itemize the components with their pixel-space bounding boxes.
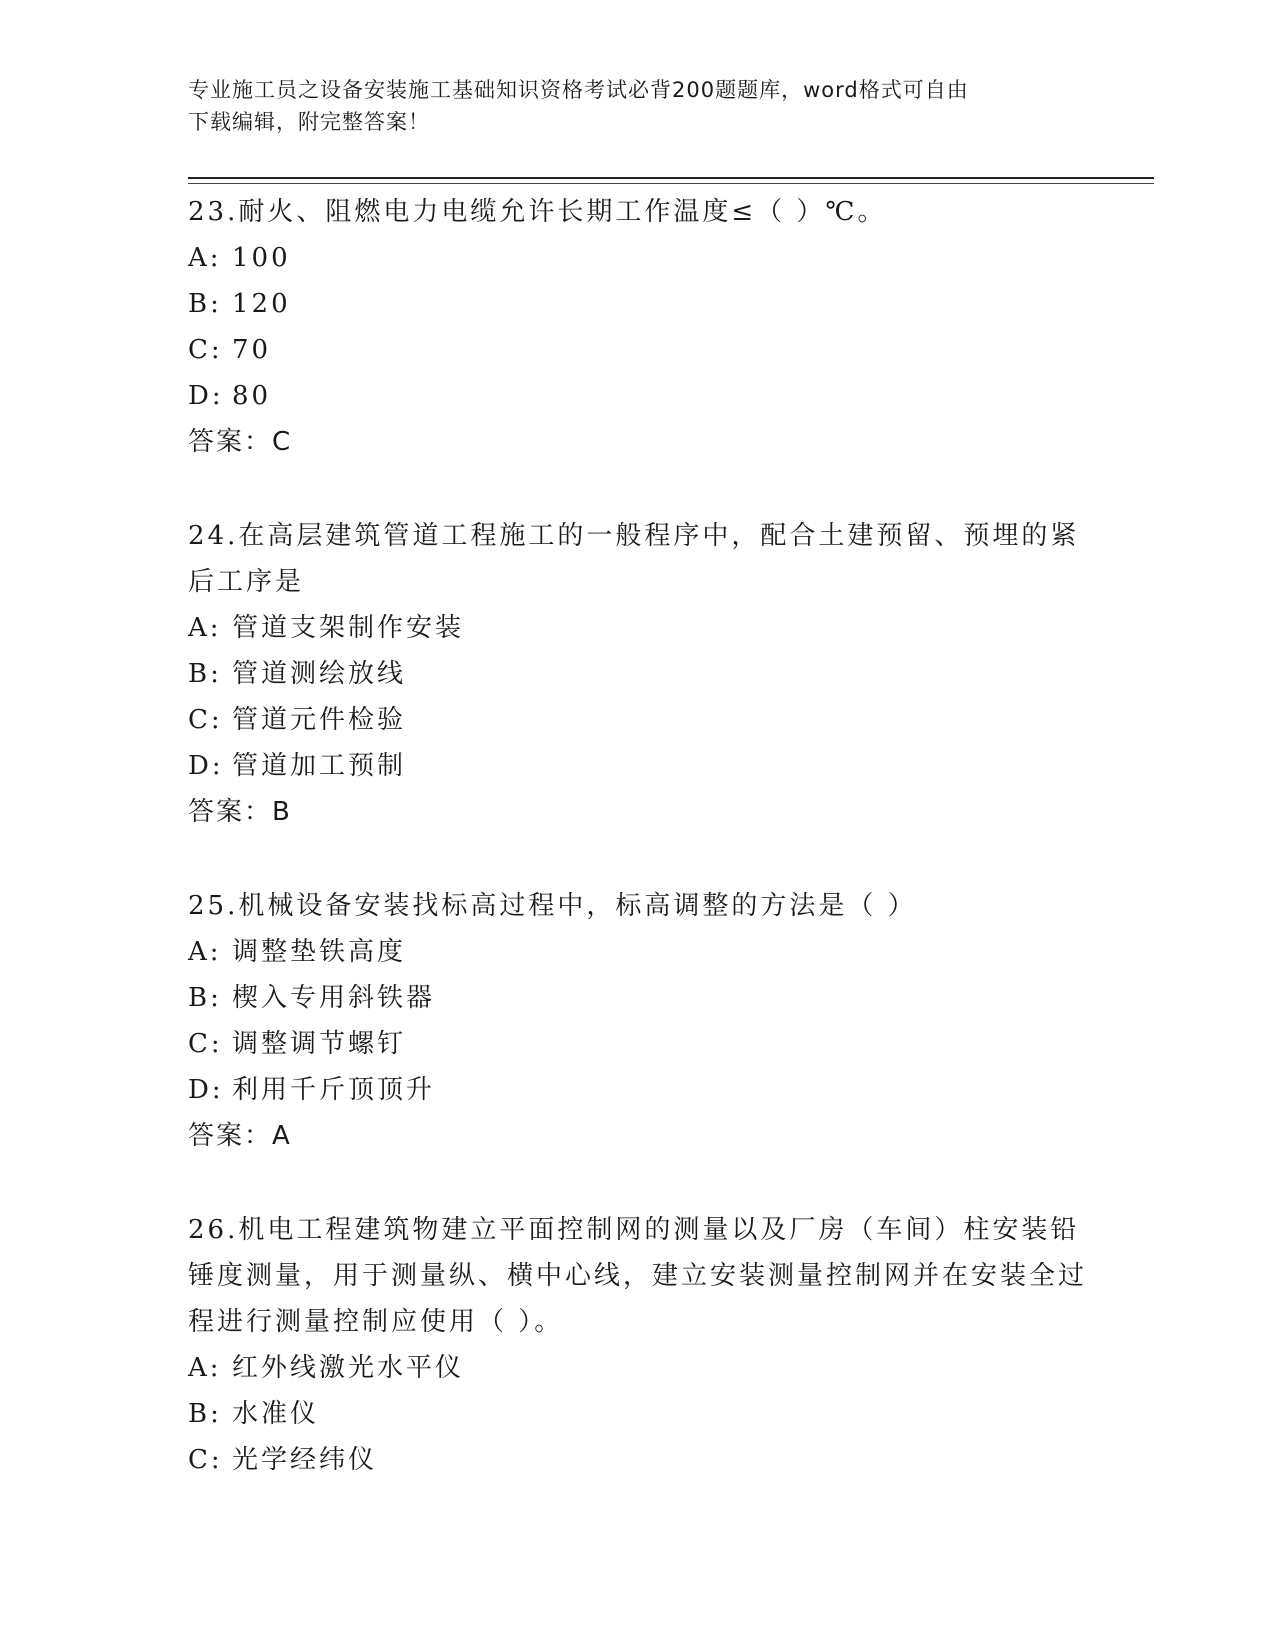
answer-line: 答案：B (188, 797, 292, 827)
option-text: 100 (232, 243, 291, 273)
question-text: 25.机械设备安装找标高过程中，标高调整的方法是（ ） (188, 891, 917, 921)
question-text: 26.机电工程建筑物建立平面控制网的测量以及厂房（车间）柱安装铅锤度测量，用于测量纵、横中心线，建立安装测量控制网并在安装全过程进行测量控制应使用（ ）。 (188, 1215, 1088, 1337)
option-a (188, 235, 1088, 281)
option-text: 调整垫铁高度 (232, 937, 407, 967)
question-text: 24.在高层建筑管道工程施工的一般程序中，配合土建预留、预埋的紧后工序是 (188, 521, 1080, 597)
option-label: B: (188, 659, 222, 689)
option-text: 水准仪 (232, 1399, 320, 1429)
option-label: C: (188, 705, 223, 735)
option-label: C: (188, 1445, 223, 1475)
option-label: C: (188, 335, 223, 365)
option-label: A: (188, 937, 222, 967)
option-b (188, 1391, 1088, 1437)
option-label: A: (188, 1353, 222, 1383)
option-c (188, 1437, 1088, 1483)
option-text: 管道测绘放线 (232, 659, 407, 689)
question-list (188, 189, 1088, 1483)
question-26 (188, 1207, 1088, 1483)
option-text: 调整调节螺钉 (232, 1029, 407, 1059)
question-spacer (188, 1159, 1088, 1207)
option-d (188, 743, 1088, 789)
question-spacer (188, 835, 1088, 883)
option-text: 80 (232, 381, 272, 411)
option-a (188, 605, 1088, 651)
option-b (188, 281, 1088, 327)
question-text: 23.耐火、阻燃电力电缆允许长期工作温度≤（ ）℃。 (188, 197, 887, 227)
option-c (188, 327, 1088, 373)
option-text: 120 (232, 289, 291, 319)
option-b (188, 651, 1088, 697)
option-a (188, 929, 1088, 975)
option-text: 楔入专用斜铁器 (232, 983, 436, 1013)
option-a (188, 1345, 1088, 1391)
option-label: A: (188, 243, 222, 273)
document-header (188, 74, 1068, 138)
option-text: 管道元件检验 (232, 705, 407, 735)
option-label: A: (188, 613, 222, 643)
option-c (188, 1021, 1088, 1067)
question-25 (188, 883, 1088, 1159)
answer-line: 答案：C (188, 427, 293, 457)
option-b (188, 975, 1088, 1021)
option-text: 红外线激光水平仪 (232, 1353, 465, 1383)
option-label: B: (188, 983, 222, 1013)
option-c (188, 697, 1088, 743)
option-d (188, 373, 1088, 419)
question-24 (188, 513, 1088, 835)
option-label: D: (188, 1075, 224, 1105)
option-label: B: (188, 1399, 222, 1429)
question-spacer (188, 465, 1088, 513)
header-divider-thin (188, 183, 1154, 184)
option-label: C: (188, 1029, 223, 1059)
answer-line: 答案：A (188, 1121, 292, 1151)
option-text: 利用千斤顶顶升 (232, 1075, 436, 1105)
header-divider-thick (188, 177, 1154, 179)
header-line-1: 专业施工员之设备安装施工基础知识资格考试必背200题题库，word格式可自由 (188, 78, 969, 102)
option-text: 管道加工预制 (232, 751, 407, 781)
option-text: 管道支架制作安装 (232, 613, 465, 643)
header-line-2: 下载编辑，附完整答案！ (188, 110, 430, 134)
option-label: D: (188, 751, 224, 781)
option-label: D: (188, 381, 224, 411)
question-23 (188, 189, 1088, 465)
option-text: 70 (232, 335, 272, 365)
option-text: 光学经纬仪 (232, 1445, 378, 1475)
option-label: B: (188, 289, 222, 319)
option-d (188, 1067, 1088, 1113)
